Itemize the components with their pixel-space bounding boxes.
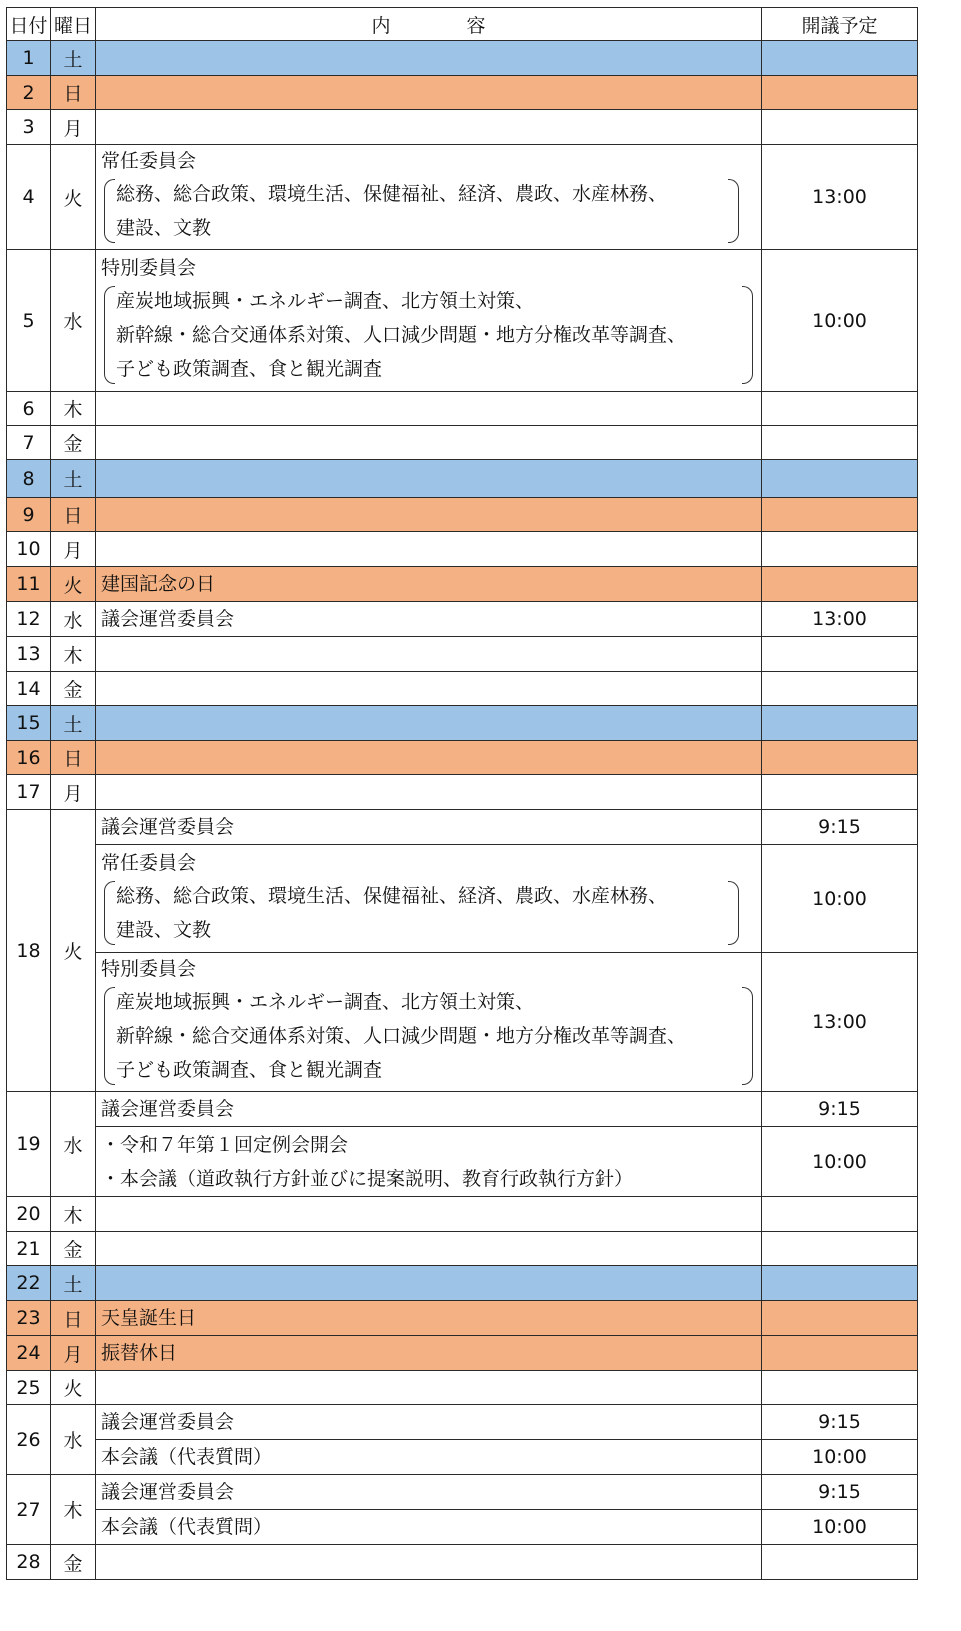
committee-list-bracket xyxy=(104,879,739,947)
content-cell xyxy=(96,672,762,706)
time-cell xyxy=(762,1197,918,1232)
time-cell: 13:00 xyxy=(762,602,918,637)
day-cell: 27 xyxy=(7,1475,51,1545)
table-row xyxy=(7,145,918,250)
table-row xyxy=(7,392,918,426)
content-cell: 議会運営委員会 xyxy=(96,810,762,845)
time-cell: 10:00 xyxy=(762,1510,918,1545)
dow-cell: 土 xyxy=(51,1266,96,1301)
committee-list-line: 子ども政策調査、食と観光調査 xyxy=(116,1059,383,1081)
content-cell: 議会運営委員会 xyxy=(96,1405,762,1440)
dow-cell: 日 xyxy=(51,76,96,110)
committee-title: 常任委員会 xyxy=(101,851,197,874)
dow-cell: 金 xyxy=(51,1232,96,1266)
table-row xyxy=(7,1475,918,1510)
content-cell: 議会運営委員会 xyxy=(96,1092,762,1127)
content-cell xyxy=(96,1371,762,1405)
committee-list-line: 建設、文教 xyxy=(116,918,212,941)
dow-cell: 日 xyxy=(51,741,96,775)
content-cell xyxy=(96,1232,762,1266)
bracket-left xyxy=(104,881,115,945)
day-cell: 28 xyxy=(7,1545,51,1580)
time-cell xyxy=(762,76,918,110)
dow-cell: 火 xyxy=(51,1371,96,1405)
dow-cell: 日 xyxy=(51,498,96,532)
bracket-left xyxy=(104,987,115,1085)
day-cell: 24 xyxy=(7,1336,51,1371)
time-cell xyxy=(762,706,918,741)
day-cell: 19 xyxy=(7,1092,51,1197)
table-row xyxy=(7,1092,918,1127)
time-cell xyxy=(762,460,918,498)
dow-cell: 水 xyxy=(51,250,96,392)
time-cell: 9:15 xyxy=(762,1405,918,1440)
day-cell: 17 xyxy=(7,775,51,810)
table-row xyxy=(7,460,918,498)
header-time: 開議予定 xyxy=(762,8,918,41)
time-cell xyxy=(762,110,918,145)
dow-cell: 金 xyxy=(51,1545,96,1580)
dow-cell: 火 xyxy=(51,567,96,602)
dow-cell: 木 xyxy=(51,392,96,426)
day-cell: 16 xyxy=(7,741,51,775)
dow-cell: 火 xyxy=(51,810,96,1092)
day-cell: 2 xyxy=(7,76,51,110)
day-cell: 25 xyxy=(7,1371,51,1405)
table-row xyxy=(7,1336,918,1371)
dow-cell: 火 xyxy=(51,145,96,250)
agenda-line: ・令和７年第１回定例会開会 xyxy=(101,1133,349,1156)
table-row xyxy=(7,1371,918,1405)
dow-cell: 木 xyxy=(51,1197,96,1232)
day-cell: 8 xyxy=(7,460,51,498)
time-cell xyxy=(762,392,918,426)
committee-list-line: 産炭地域振興・エネルギー調査、北方領土対策、 xyxy=(116,991,535,1013)
table-row xyxy=(7,953,918,1092)
table-row xyxy=(7,602,918,637)
dow-cell: 水 xyxy=(51,602,96,637)
content-cell xyxy=(96,532,762,567)
table-row xyxy=(7,1127,918,1197)
table-row xyxy=(7,76,918,110)
time-cell: 13:00 xyxy=(762,145,918,250)
committee-title: 特別委員会 xyxy=(101,958,197,980)
day-cell: 23 xyxy=(7,1301,51,1336)
content-cell xyxy=(96,706,762,741)
dow-cell: 日 xyxy=(51,1301,96,1336)
time-cell: 13:00 xyxy=(762,953,918,1092)
day-cell: 4 xyxy=(7,145,51,250)
agenda-line: ・本会議（道政執行方針並びに提案説明、教育行政執行方針） xyxy=(101,1167,634,1190)
time-cell xyxy=(762,637,918,672)
dow-cell: 土 xyxy=(51,41,96,76)
content-cell: 議会運営委員会 xyxy=(96,602,762,637)
time-cell xyxy=(762,1371,918,1405)
committee-list-line: 総務、総合政策、環境生活、保健福祉、経済、農政、水産林務、 xyxy=(116,183,668,205)
time-cell xyxy=(762,741,918,775)
day-cell: 6 xyxy=(7,392,51,426)
day-cell: 15 xyxy=(7,706,51,741)
table-row xyxy=(7,1510,918,1545)
content-cell: 振替休日 xyxy=(96,1336,762,1371)
committee-list-line: 総務、総合政策、環境生活、保健福祉、経済、農政、水産林務、 xyxy=(116,884,668,907)
content-cell xyxy=(96,250,762,392)
time-cell: 10:00 xyxy=(762,1127,918,1197)
committee-list-bracket xyxy=(104,284,753,386)
dow-cell: 水 xyxy=(51,1092,96,1197)
committee-list-line: 新幹線・総合交通体系対策、人口減少問題・地方分権改革等調査、 xyxy=(116,323,687,346)
day-cell: 9 xyxy=(7,498,51,532)
dow-cell: 土 xyxy=(51,460,96,498)
day-cell: 20 xyxy=(7,1197,51,1232)
dow-cell: 金 xyxy=(51,672,96,706)
bracket-right xyxy=(728,881,739,945)
content-cell xyxy=(96,76,762,110)
bracket-left xyxy=(104,286,115,384)
time-cell: 9:15 xyxy=(762,1092,918,1127)
content-cell xyxy=(96,145,762,250)
day-cell: 26 xyxy=(7,1405,51,1475)
table-row xyxy=(7,250,918,392)
table-row xyxy=(7,810,918,845)
time-cell xyxy=(762,426,918,460)
content-cell xyxy=(96,845,762,953)
time-cell xyxy=(762,1232,918,1266)
table-row xyxy=(7,775,918,810)
time-cell: 10:00 xyxy=(762,845,918,953)
table-row xyxy=(7,1545,918,1580)
content-cell xyxy=(96,1545,762,1580)
dow-cell: 金 xyxy=(51,426,96,460)
committee-title: 常任委員会 xyxy=(101,150,197,172)
table-row xyxy=(7,1440,918,1475)
table-row xyxy=(7,1301,918,1336)
committee-list-line: 建設、文教 xyxy=(116,217,212,239)
header-content: 内 容 xyxy=(96,8,762,41)
table-row xyxy=(7,1197,918,1232)
table-row xyxy=(7,426,918,460)
day-cell: 13 xyxy=(7,637,51,672)
time-cell: 10:00 xyxy=(762,250,918,392)
content-cell xyxy=(96,953,762,1092)
table-row xyxy=(7,1405,918,1440)
committee-title: 特別委員会 xyxy=(101,256,197,279)
dow-cell: 水 xyxy=(51,1405,96,1475)
table-row xyxy=(7,741,918,775)
table-row xyxy=(7,41,918,76)
day-cell: 1 xyxy=(7,41,51,76)
bracket-right xyxy=(742,987,753,1085)
committee-list-bracket xyxy=(104,177,739,245)
content-cell: 本会議（代表質問） xyxy=(96,1510,762,1545)
day-cell: 7 xyxy=(7,426,51,460)
table-row xyxy=(7,637,918,672)
bracket-right xyxy=(742,286,753,384)
content-cell xyxy=(96,1197,762,1232)
content-cell xyxy=(96,1127,762,1197)
day-cell: 11 xyxy=(7,567,51,602)
bracket-left xyxy=(104,179,115,243)
table-row xyxy=(7,567,918,602)
content-cell xyxy=(96,775,762,810)
content-cell: 本会議（代表質問） xyxy=(96,1440,762,1475)
dow-cell: 月 xyxy=(51,110,96,145)
day-cell: 5 xyxy=(7,250,51,392)
time-cell xyxy=(762,1545,918,1580)
header-row xyxy=(7,8,918,41)
table-row xyxy=(7,110,918,145)
time-cell xyxy=(762,1336,918,1371)
time-cell: 10:00 xyxy=(762,1440,918,1475)
content-cell: 建国記念の日 xyxy=(96,567,762,602)
content-cell xyxy=(96,392,762,426)
table-row xyxy=(7,1232,918,1266)
time-cell: 9:15 xyxy=(762,810,918,845)
time-cell: 9:15 xyxy=(762,1475,918,1510)
header-day: 日付 xyxy=(7,8,51,41)
content-cell xyxy=(96,460,762,498)
day-cell: 10 xyxy=(7,532,51,567)
time-cell xyxy=(762,1301,918,1336)
time-cell xyxy=(762,1266,918,1301)
table-row xyxy=(7,672,918,706)
day-cell: 22 xyxy=(7,1266,51,1301)
day-cell: 12 xyxy=(7,602,51,637)
header-dow: 曜日 xyxy=(51,8,96,41)
content-cell xyxy=(96,498,762,532)
table-row xyxy=(7,845,918,953)
content-cell: 議会運営委員会 xyxy=(96,1475,762,1510)
day-cell: 21 xyxy=(7,1232,51,1266)
committee-list-line: 新幹線・総合交通体系対策、人口減少問題・地方分権改革等調査、 xyxy=(116,1025,687,1047)
committee-list-line: 産炭地域振興・エネルギー調査、北方領土対策、 xyxy=(116,289,535,312)
time-cell xyxy=(762,567,918,602)
dow-cell: 木 xyxy=(51,1475,96,1545)
content-cell xyxy=(96,426,762,460)
bracket-right xyxy=(728,179,739,243)
content-cell xyxy=(96,1266,762,1301)
table-row xyxy=(7,706,918,741)
table-row xyxy=(7,1266,918,1301)
dow-cell: 土 xyxy=(51,706,96,741)
dow-cell: 月 xyxy=(51,1336,96,1371)
committee-list-bracket xyxy=(104,985,753,1087)
time-cell xyxy=(762,775,918,810)
time-cell xyxy=(762,672,918,706)
content-cell xyxy=(96,637,762,672)
time-cell xyxy=(762,41,918,76)
dow-cell: 月 xyxy=(51,775,96,810)
dow-cell: 月 xyxy=(51,532,96,567)
table-row xyxy=(7,498,918,532)
content-cell xyxy=(96,741,762,775)
table-row xyxy=(7,532,918,567)
time-cell xyxy=(762,532,918,567)
dow-cell: 木 xyxy=(51,637,96,672)
day-cell: 18 xyxy=(7,810,51,1092)
content-cell: 天皇誕生日 xyxy=(96,1301,762,1336)
schedule-table xyxy=(6,7,918,1580)
day-cell: 14 xyxy=(7,672,51,706)
time-cell xyxy=(762,498,918,532)
committee-list-line: 子ども政策調査、食と観光調査 xyxy=(116,357,383,380)
day-cell: 3 xyxy=(7,110,51,145)
content-cell xyxy=(96,110,762,145)
content-cell xyxy=(96,41,762,76)
